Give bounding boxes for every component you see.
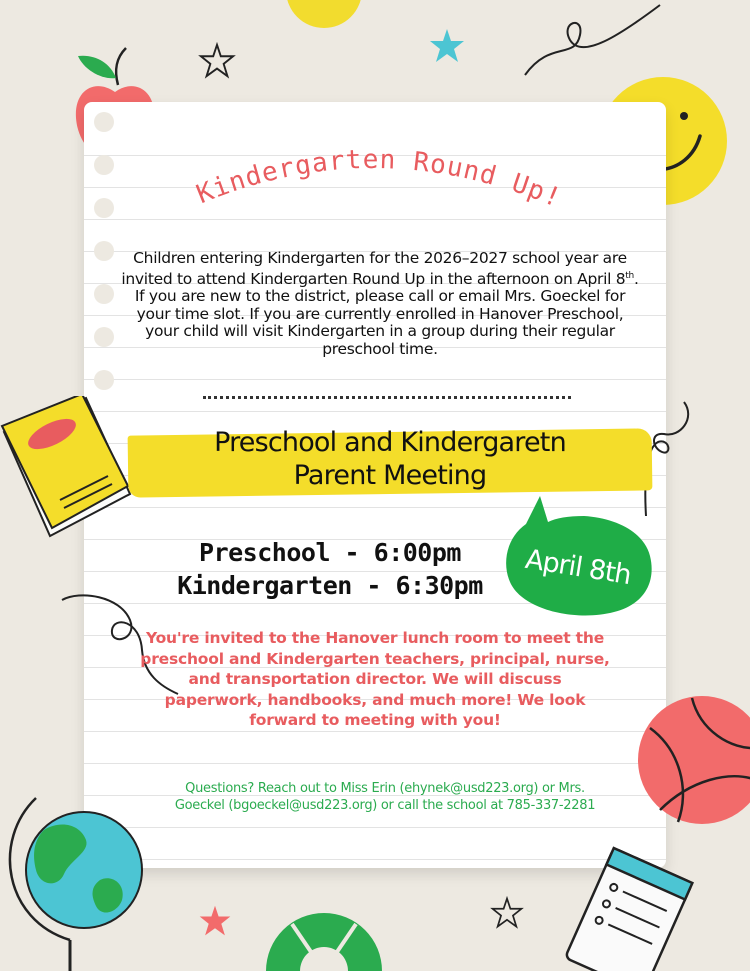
book-icon	[0, 396, 140, 544]
protractor-icon	[260, 900, 390, 971]
intro-superscript: th	[625, 270, 634, 281]
preschool-time: Preschool - 6:00pm	[199, 538, 461, 567]
binder-holes	[94, 112, 114, 413]
intro-text: Children entering Kindergarten for the 2026–2027 school year are invited to attend Kindergarten Round Up in the afternoon on April 8	[121, 249, 627, 288]
meeting-times	[150, 536, 510, 602]
star-icon	[198, 42, 236, 80]
intro-text-continued: . If you are new to the district, please call or email Mrs. Goeckel for your time slot. If you are currently enrolled in Hanover Preschool, your child will visit Kindergarten in a group during their regular preschool time.	[134, 269, 639, 358]
intro-paragraph	[120, 250, 640, 358]
sun-circle	[284, 0, 364, 30]
swirl-line	[520, 0, 670, 80]
page-title	[170, 128, 590, 224]
star-icon	[427, 26, 467, 66]
notepad-icon	[560, 840, 700, 971]
date-bubble-text: April 8th	[523, 543, 633, 592]
meeting-heading-line2: Parent Meeting	[293, 460, 487, 491]
dotted-divider	[203, 396, 571, 399]
star-icon	[197, 903, 233, 939]
contact-line1: Questions? Reach out to Miss Erin (ehynek@usd223.org) or Mrs.	[185, 781, 585, 796]
globe-icon	[0, 790, 150, 971]
contact-line2: Goeckel (bgoeckel@usd223.org) or call the school at 785-337-2281	[174, 798, 596, 813]
invite-paragraph: You're invited to the Hanover lunch room to meet the preschool and Kindergarten teachers, principal, nurse, and transportation director. We will discuss paperwork, handbooks, and much more! We look forward to meeting with you!	[140, 629, 610, 729]
meeting-heading	[130, 426, 650, 492]
page-title-text: Kindergarten Round Up!	[192, 144, 566, 215]
basketball-icon	[630, 690, 750, 830]
meeting-heading-line1: Preschool and Kindergaretn	[214, 427, 566, 458]
kindergarten-time: Kindergarten - 6:30pm	[177, 571, 483, 600]
svg-text:Kindergarten Round Up!	[192, 145, 565, 214]
star-icon	[490, 896, 524, 930]
contact-info	[130, 780, 640, 814]
